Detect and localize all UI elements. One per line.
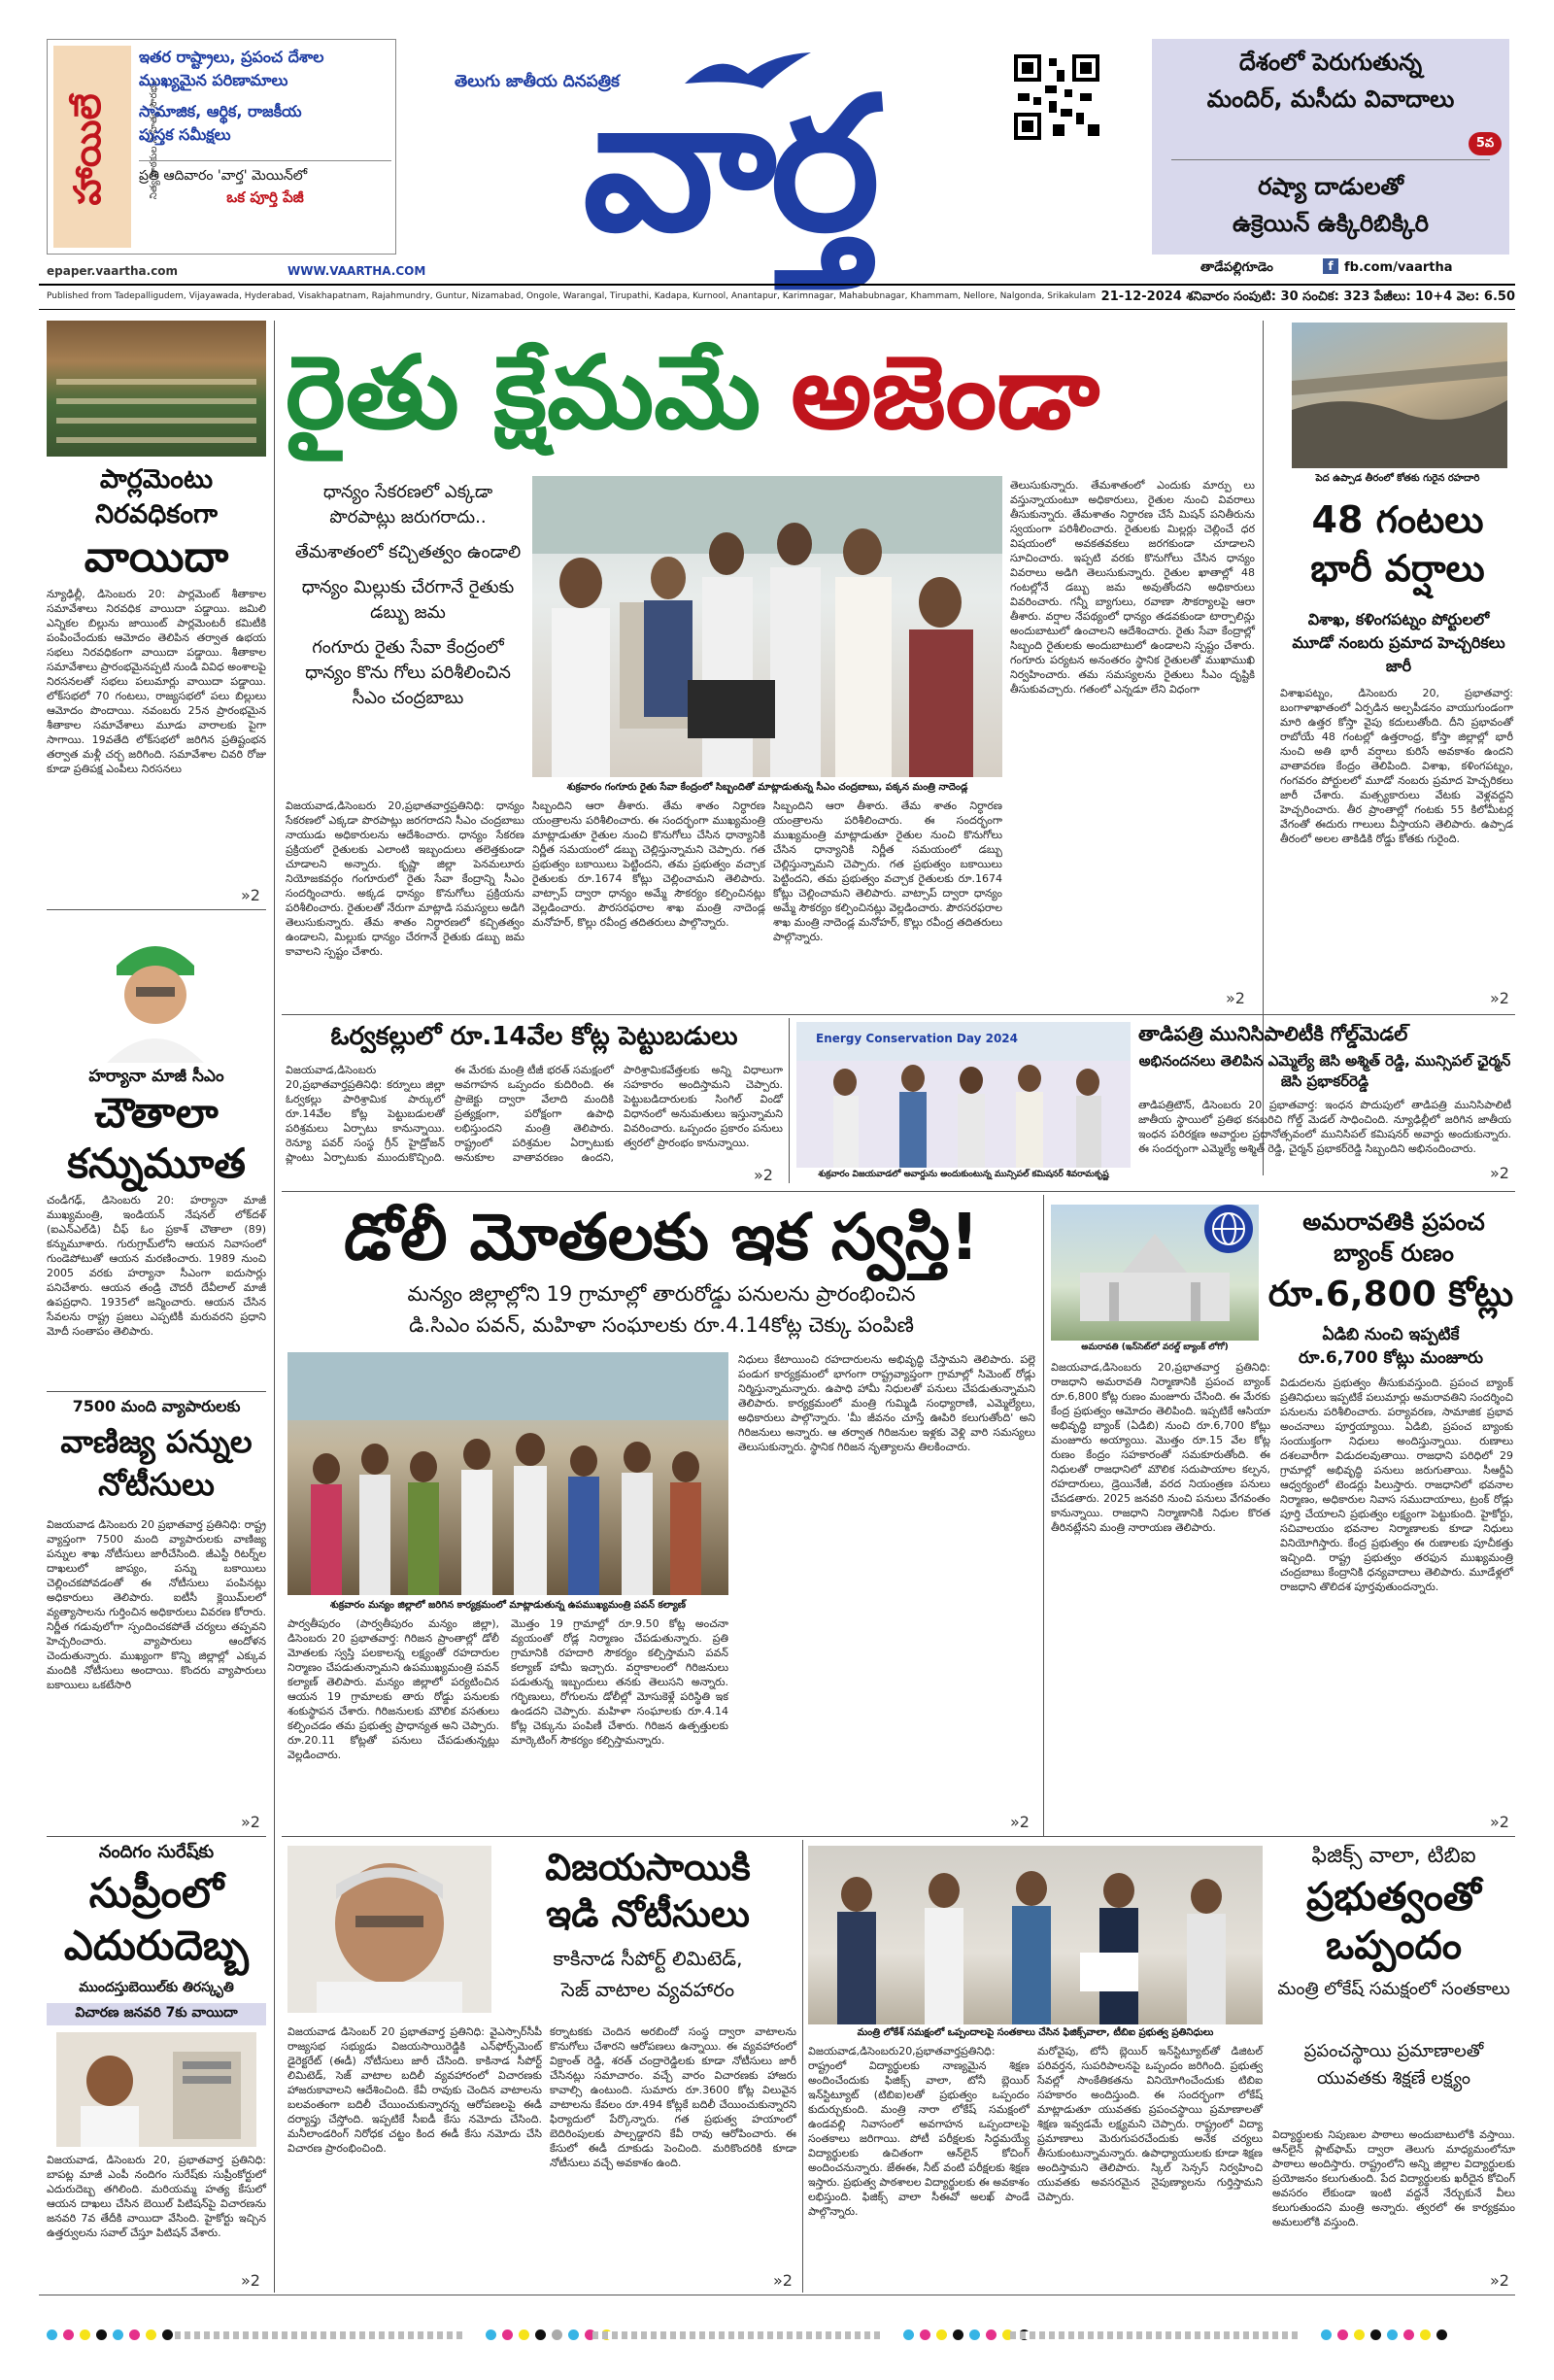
lead-bullets xyxy=(291,480,524,711)
chautala-photo xyxy=(87,917,223,1063)
lead-body-1: విజయవాడ,డిసెంబరు 20,ప్రభాతవార్తప్రతినిధి: ధాన్యం సేకరణలో ఎక్కడా పొరపాట్లు జరగరాదని సీఎం చంద్రబాబు నాయుడు అధికారులను ఆదేశించారు. ధాన్యం సేకరణ ప్రక్రియలో రైతులకు ఎలాంటి ఇబ్బందులు తలెత్తకుండా చూడాలని అన్నారు. కృష్ణా జిల్లా పెనమలూరు నియోజకవర్గం గంగూరులో రైతు సేవా కేంద్రాన్ని సీఎం సందర్శించారు. అక్కడ ధాన్యం కొనుగోలు ప్రక్రియను పరిశీలించారు. రైతులతో నేరుగా మాట్లాడి సమస్యలు అడిగి తెలుసుకున్నారు. తేమ శాతం నిర్ధారణలో కచ్చితత్వం ఉండాలని, మిల్లుకు ధాన్యం చేరగానే రైతుకు డబ్బు జమ కావాలని స్పష్టం చేశారు. xyxy=(286,799,524,958)
lokesh-headline xyxy=(1268,1873,1519,1970)
divider xyxy=(282,1191,1515,1192)
weather-photo xyxy=(1292,323,1507,468)
promo-box-left[interactable] xyxy=(47,39,396,255)
vijayasai-headline xyxy=(499,1844,796,1937)
masthead-rule xyxy=(39,284,1515,286)
continued-marker[interactable] xyxy=(1490,1164,1509,1182)
qr-code-icon[interactable] xyxy=(1010,51,1103,144)
promo-right-line: దేశంలో పెరుగుతున్న xyxy=(1238,49,1423,76)
divider xyxy=(47,1836,266,1837)
investment-body: విజయవాడ,డిసెంబరు 20,ప్రభాతవార్తప్రతినిధి: కర్నూలు జిల్లా ఓర్వకల్లు పారిశ్రామిక పార్కులో రూ.14వేల కోట్ల పెట్టుబడులతో పరిశ్రమలు ఏర్పాటు కానున్నాయి. రెన్యూ పవర్ సంస్థ గ్రీన్ హైడ్రోజన్ ప్లాంటు ఏర్పాటుకు ముందుకొచ్చింది. ఈ మేరకు మంత్రి టీజీ భరత్ సమక్షంలో అవగాహన ఒప్పందం కుదిరింది. ఈ ప్రాజెక్టు ద్వారా వేలాది మందికి ప్రత్యక్షంగా, పరోక్షంగా ఉపాధి లభిస్తుందని మంత్రి తెలిపారు. రాష్ట్రంలో పరిశ్రమల ఏర్పాటుకు అనుకూల వాతావరణం ఉందని, పారిశ్రామికవేత్తలకు అన్ని విధాలుగా సహకారం అందిస్తామని చెప్పారు. పెట్టుబడిదారులకు సింగిల్ విండో విధానంలో అనుమతులు ఇస్తున్నామని వివరించారు. ఒప్పందం ప్రకారం పనులు త్వరలో ప్రారంభం కానున్నాయి. xyxy=(286,1064,783,1164)
lead-body-4: సిబ్బందిని ఆరా తీశారు. తేమ శాతం నిర్ధారణ యంత్రాలను పరిశీలించారు. ఈ సందర్భంగా ముఖ్యమంత్రి మాట్లాడుతూ రైతుల నుంచి కొనుగోలు చేసిన ధాన్యానికి నిర్ణీత సమయంలో డబ్బు చెల్లిస్తున్నామని చెప్పారు. గత ప్రభుత్వం బకాయిలు పెట్టిందని, తమ ప్రభుత్వం వచ్చాక రైతులకు రూ.1674 కోట్లు చెల్లించామని తెలిపారు. వాట్సాప్ ద్వారా ధాన్యం అమ్మే సౌకర్యం కల్పించినట్లు వెల్లడించారు. పౌరసరఫరాల శాఖ మంత్రి నాదెండ్ల మనోహర్, కొల్లు రవీంద్ర తదితరులు పాల్గొన్నారు. xyxy=(773,799,1002,943)
gray-scale-bar xyxy=(1010,2331,1301,2339)
continued-marker[interactable] xyxy=(1226,989,1245,1007)
doli-body-1: పార్వతీపురం (పార్వతీపురం మన్యం జిల్లా), డిసెంబరు 20 ప్రభాతవార్త: గిరిజన ప్రాంతాల్లో డోలీ మోతలకు స్వస్తి పలకాలన్న లక్ష్యంతో రహదారుల నిర్మాణం చేపడుతున్నామని ఉపముఖ్యమంత్రి పవన్ కల్యాణ్ తెలిపారు. మన్యం జిల్లాలో పర్యటించిన ఆయన 19 గ్రామాలకు తారు రోడ్డు పనులకు శంకుస్థాపన చేశారు. గిరిజనులకు మౌలిక వసతులు కల్పించడం తమ ప్రభుత్వ ప్రాధాన్యత అని చెప్పారు. రూ.20.11 కోట్లతో పనులు చేపడుతున్నట్లు వెల్లడించారు. xyxy=(287,1617,499,1761)
epaper-url[interactable]: epaper.vaartha.com xyxy=(47,264,179,278)
promo-vertical-text: హాయిలే xyxy=(66,93,109,206)
gst-headline-line: నోటీసులు xyxy=(98,1466,215,1503)
continued-marker[interactable] xyxy=(1490,2271,1509,2290)
amaravati-sub-2: రూ.6,700 కోట్లు మంజూరు xyxy=(1298,1348,1483,1368)
lead-bullet: ధాన్యం సేకరణలో ఎక్కడా పొరపాట్లు జరుగరాదు.. xyxy=(322,482,493,527)
amaravati-headline-2: బ్యాంక్ రుణం xyxy=(1334,1240,1454,1267)
lokesh-photo xyxy=(808,1846,1263,2024)
vijayasai-headline-line: ఇడి నోటీసులు xyxy=(546,1892,750,1935)
page-ref-badge: 5వ xyxy=(1469,132,1502,155)
weather-body: విశాఖపట్నం, డిసెంబరు 20, ప్రభాతవార్త: బంగాళాఖాతంలో ఏర్పడిన అల్పపీడనం వాయుగుండంగా మారి ఉత్తర కోస్తా వైపు కదులుతోంది. దీని ప్రభావంతో రాబోయే 48 గంటల్లో ఉత్తరాంధ్ర, కోస్తా జిల్లాల్లో భారీ నుంచి అతి భారీ వర్షాలు కురిసే అవకాశం ఉందని వాతావరణ కేంద్రం తెలిపింది. విశాఖ, కళింగపట్నం, గంగవరం పోర్టులలో మూడో నంబరు ప్రమాద హెచ్చరికలు జారీ చేశారు. మత్స్యకారులు వేటకు వెళ్లవద్దని హెచ్చరించారు. తీర ప్రాంతాల్లో గంటకు 55 కిలోమీటర్ల వేగంతో ఈదురు గాలులు వీస్తాయని తెలిపారు. ఉప్పాడ తీరంలో అలల తాకిడికి రోడ్డు కోతకు గురైంది. xyxy=(1280,687,1513,845)
suresh-sub: ముందస్తుబెయిల్‌కు తిరస్కృతి xyxy=(79,1980,234,1995)
chautala-headline-line: చౌతాలా xyxy=(94,1089,219,1137)
lokesh-body-3: విద్యార్థులకు నిపుణుల పాఠాలు అందుబాటులోకి వస్తాయి. ఆన్‌లైన్ ప్లాట్‌ఫామ్ ద్వారా తెలుగు మాధ్యమంలోనూ పాఠాలు అందిస్తారు. రాష్ట్రంలోని అన్ని జిల్లాల విద్యార్థులకు ప్రయోజనం కలుగుతుంది. పేద విద్యార్థులకు ఖరీదైన కోచింగ్ అవసరం లేకుండా ఇంటి వద్దనే నేర్చుకునే వీలు కలుగుతుందని మంత్రి అన్నారు. త్వరలో ఈ కార్యక్రమం అమలులోకి వస్తుంది. xyxy=(1272,2128,1515,2228)
vijayasai-photo xyxy=(287,1846,491,2013)
continued-marker[interactable] xyxy=(241,1813,260,1831)
gst-body: విజయవాడ డిసెంబరు 20 ప్రభాతవార్త ప్రతినిధి: రాష్ట్ర వ్యాప్తంగా 7500 మంది వ్యాపారులకు వాణిజ్య పన్నుల శాఖ నోటీసులు జారీచేసింది. జీఎస్టీ రిటర్న్‌ల దాఖలులో జాప్యం, పన్ను బకాయిలు చెల్లించకపోవడంతో ఈ నోటీసులు పంపినట్లు అధికారులు తెలిపారు. ఐటీసీ క్లెయిమ్‌లలో వ్యత్యాసాలను గుర్తించిన అధికారులు వివరణ కోరారు. నిర్ణీత గడువులోగా స్పందించకపోతే చర్యలు తప్పవని హెచ్చరించారు. వ్యాపారులు ఆందోళన చెందుతున్నారు. ముఖ్యంగా కొన్ని జిల్లాల్లో ఎక్కువ మందికి నోటీసులు అందాయి. కొందరు వ్యాపారులు బకాయిలు ఒకటేసారి xyxy=(47,1518,266,1691)
lead-body-2: సిబ్బందిని ఆరా తీశారు. తేమ శాతం నిర్ధారణ యంత్రాలను పరిశీలించారు. ఈ సందర్భంగా ముఖ్యమంత్రి మాట్లాడుతూ రైతుల నుంచి కొనుగోలు చేసిన ధాన్యానికి నిర్ణీత సమయంలో డబ్బు చెల్లిస్తున్నామని చెప్పారు. గత ప్రభుత్వం బకాయిలు పెట్టిందని, తమ ప్రభుత్వం వచ్చాక రైతులకు రూ.1674 కోట్లు చెల్లించామని తెలిపారు. వాట్సాప్ ద్వారా ధాన్యం అమ్మే సౌకర్యం కల్పించినట్లు వెల్లడించారు. పౌరసరఫరాల శాఖ మంత్రి నాదెండ్ల మనోహర్, కొల్లు రవీంద్ర తదితరులు పాల్గొన్నారు. xyxy=(532,799,765,929)
vijayasai-sub-line: కాకినాడ సీపోర్ట్ లిమిటెడ్, xyxy=(553,1947,743,1970)
lead-bullet: తేమశాతంలో కచ్చితత్వం ఉండాలి xyxy=(294,542,522,562)
continued-marker[interactable] xyxy=(1490,1813,1509,1831)
masthead-logo: వార్త xyxy=(583,57,874,272)
facebook-link[interactable]: fb.com/vaartha xyxy=(1344,260,1453,275)
continued-marker[interactable] xyxy=(1010,1813,1030,1831)
lokesh-headline-line: ప్రభుత్వంతో xyxy=(1306,1875,1481,1920)
promo-line: ఇతర రాష్ట్రాలు, ప్రపంచ దేశాల xyxy=(139,48,324,66)
divider xyxy=(1171,159,1490,160)
website-url[interactable]: WWW.VAARTHA.COM xyxy=(287,264,426,278)
amaravati-body-1: విజయవాడ,డిసెంబరు 20,ప్రభాతవార్త ప్రతినిధి: రాజధాని అమరావతి నిర్మాణానికి ప్రపంచ బ్యాంక్ రూ.6,800 కోట్ల రుణం మంజూరు చేసింది. ఈ మేరకు కేంద్ర ప్రభుత్వం ఆమోదం తెలిపింది. ఇప్పటికే ఆసియా అభివృద్ధి బ్యాంక్ (ఏడిబి) నుంచి రూ.6,700 కోట్లు మంజూరు అయ్యాయి. మొత్తం రూ.15 వేల కోట్ల రుణం కేంద్రం సహకారంతో సమకూరుతోంది. ఈ నిధులతో రాజధానిలో మౌలిక సదుపాయాల కల్పన, రహదారులు, డ్రెయినేజీ, వరద నియంత్రణ పనులు చేపడతారు. 2025 జనవరి నుంచి పనులు వేగవంతం కానున్నాయి. రాజధాని నిర్మాణానికి నిధుల కొరత తీరినట్లేనని మంత్రి నారాయణ తెలిపారు. xyxy=(1051,1361,1270,1534)
parliament-body: న్యూఢిల్లీ, డిసెంబరు 20: పార్లమెంట్ శీతాకాల సమావేశాలు నిరవధిక వాయిదా పడ్డాయి. జమిలి ఎన్నికల బిల్లును జాయింట్ పార్లమెంటరీ కమిటీకి పంపించేందుకు ఆమోదం తెలిపిన తర్వాత ఉభయ సభలు నిరవధికంగా వాయిదా పడ్డాయి. శీతాకాల సమావేశాలు ప్రారంభమైనప్పటి నుండి వివిధ అంశాలపై నిరసనలతో సభలు పలుమార్లు వాయిదా పడ్డాయి. లోక్‌సభలో 70 గంటలు, రాజ్యసభలో పలు బిల్లులు ఆమోదం పొందాయి. నవంబరు 25న ప్రారంభమైన శీతాకాల సమావేశాలు మూడు వారాలకు పైగా సాగాయి. 19వతేది లోక్‌సభలో జరిగిన ప్రతిష్టంభన తర్వాత మళ్లీ చర్చ జరిగింది. సమావేశాల చివరి రోజు కూడా ప్రతిపక్ష ఎంపీలు నిరసనలు xyxy=(47,588,266,775)
promo-line: పుస్తక సమీక్షలు xyxy=(139,125,231,144)
amaravati-amount: రూ.6,800 కోట్లు xyxy=(1267,1275,1514,1314)
chautala-head: హర్యానా మాజీ సీఎం xyxy=(88,1067,224,1086)
column-divider xyxy=(802,1840,803,2293)
suresh-headline-line: ఎదురుదెబ్బ xyxy=(63,1921,250,1969)
tadipatri-photo xyxy=(796,1022,1131,1168)
suresh-head: నందిగం సురేష్‌కు xyxy=(98,1842,215,1862)
tadipatri-sub: అభినందనలు తెలిపిన ఎమ్మెల్యే జెసి అశ్మిత్ రెడ్డి, మున్సిపల్ ఛైర్మన్ జెసి ప్రభాకర్‌రెడ్డి xyxy=(1138,1052,1511,1090)
amaravati-headline-1: అమరావతికి ప్రపంచ xyxy=(1302,1208,1485,1236)
weather-headline xyxy=(1280,495,1515,593)
lokesh-sub-2: ప్రపంచస్థాయి ప్రమాణాలతో యువతకు శిక్షణే లక్ష్యం xyxy=(1303,2041,1484,2089)
promo-right-line: మందిర్, మసీదు వివాదాలు xyxy=(1206,85,1455,113)
masthead xyxy=(0,0,1554,311)
registration-marks-left xyxy=(47,2329,173,2340)
chautala-body: చండీగఢ్, డిసెంబరు 20: హర్యానా మాజీ ముఖ్యమంత్రి, ఇండియన్ నేషనల్ లోక్‌దళ్ (ఐఎన్‌ఎల్‌డి) చీఫ్ ఓం ప్రకాశ్ చౌతాలా (89) కన్నుమూశారు. గురుగ్రామ్‌లోని ఆయన నివాసంలో గుండెపోటుతో ఆయన మరణించారు. 1989 నుంచి 2005 వరకు హర్యానా సీఎంగా ఐదుసార్లు పనిచేశారు. ఆయన తండ్రి చౌదరీ దేవీలాల్ మాజీ ఉపప్రధాని. 1935లో జన్మించారు. ఆయన చేసిన సేవలను రాష్ట్ర ప్రజలు ఎప్పటికీ మరువరని ప్రధాని మోదీ సంతాపం తెలిపారు. xyxy=(47,1194,266,1338)
continued-marker[interactable] xyxy=(241,886,260,904)
vijayasai-sub-line: సెజ్ వాటాల వ్యవహారం xyxy=(560,1978,735,2001)
parliament-headline: వాయిదా xyxy=(84,532,229,582)
world-bank-globe-icon xyxy=(1204,1205,1253,1253)
promo-right-line: ఉక్రెయిన్ ఉక్కిరిబిక్కిరి xyxy=(1232,210,1430,237)
tadipatri-banner: Energy Conservation Day 2024 xyxy=(816,1032,1019,1045)
vijayasai-sub xyxy=(499,1943,796,2005)
amaravati-photo-caption: అమరావతి (ఇన్‌సెట్‌లో వరల్డ్ బ్యాంక్ లోగో) xyxy=(1051,1343,1259,1354)
suresh-sub2: విచారణ జనవరి 7కు వాయిదా xyxy=(47,2003,266,2025)
weather-photo-caption: పెద ఉప్పాడ తీరంలో కోతకు గురైన రహదారి xyxy=(1280,472,1515,486)
registration-marks-right xyxy=(1321,2329,1447,2340)
promo-right-line: రష్యా దాడులతో xyxy=(1258,173,1403,200)
promo-vertical-title xyxy=(53,46,159,248)
lead-body-3: తెలుసుకున్నారు. తేమశాతంలో ఎందుకు మార్పు లు వస్తున్నాయంటూ అధికారులు, రైతుల నుంచి వివరాలు తీసుకున్నారు. తేమశాతం నిర్ధారణ చేసే మిషన్ పనితీరును స్వయంగా పరిశీలించారు. రైతులకు మిల్లర్లు చెల్లించే ధర విషయంలో అవకతవకలు జరగకుండా చూడాలని సూచించారు. ఇప్పటి వరకు కొనుగోలు చేసిన ధాన్యం వివరాలు అడిగి తెలుసుకున్నారు. రైతుల ఖాతాల్లో 48 గంటల్లోనే డబ్బు జమ అవుతోందని అధికారులు వివరించారు. గన్నీ బ్యాగులు, రవాణా సౌకర్యాలపై ఆరా తీశారు. వర్షాల నేపథ్యంలో ధాన్యం తడవకుండా టార్పాలిన్లు అందుబాటులో ఉంచాలని ఆదేశించారు. రైతు సేవా కేంద్రాల్లో సిబ్బంది రైతులకు అందుబాటులో ఉండాలని స్పష్టం చేశారు. గంగూరు పర్యటన అనంతరం స్థానిక రైతులతో ముఖాముఖి నిర్వహించారు. తమ సమస్యలను రైతులు సీఎం దృష్టికి తీసుకువచ్చారు. గతంలో ఎన్నడూ లేని విధంగా xyxy=(1010,479,1255,696)
doli-headline: డోలీ మోతలకు ఇక స్వస్తి! xyxy=(343,1200,980,1275)
weather-headline-line: భారీ వర్షాలు xyxy=(1310,547,1485,590)
lokesh-kicker: ఫిజిక్స్ వాలా, టిబిఐ xyxy=(1311,1844,1476,1868)
lead-headline-red: అజెండా xyxy=(791,333,1100,452)
column-divider xyxy=(789,1018,790,1183)
tadipatri-body: తాడిపత్రిటౌన్, డిసెంబరు 20 ప్రభాతవార్త: ఇంధన పొదుపులో తాడిపత్రి మునిసిపాలిటీ జాతీయ స్థాయిలో ప్రతిభ కనబరిచి గోల్డ్ మెడల్ సాధించింది. న్యూఢిల్లీలో జరిగిన జాతీయ ఇంధన పరిరక్షణ అవార్డుల ప్రదానోత్సవంలో మునిసిపల్ కమిషనర్ అవార్డు అందుకున్నారు. ఈ సందర్భంగా ఎమ్మెల్యే అశ్మిత్ రెడ్డి, చైర్మన్ ప్రభాకర్‌రెడ్డి సిబ్బందిని అభినందించారు. xyxy=(1138,1099,1511,1155)
edition-name: తాడేపల్లిగూడెం xyxy=(1200,260,1273,275)
suresh-headline-line: సుప్రీంలో xyxy=(88,1869,224,1917)
lokesh-body-1: విజయవాడ,డిసెంబరు20,ప్రభాతవార్తప్రతినిధి: రాష్ట్రంలో విద్యార్థులకు నాణ్యమైన శిక్షణ అందించేందుకు ఫిజిక్స్ వాలా, టోనీ బ్లెయిర్ ఇన్‌స్టిట్యూట్ (టిబిఐ)లతో ప్రభుత్వం ఒప్పందం కుదుర్చుకుంది. మంత్రి నారా లోకేష్ సమక్షంలో ఉండవల్లి నివాసంలో అవగాహన ఒప్పందాలపై సంతకాలు జరిగాయి. పోటీ పరీక్షలకు సిద్ధమయ్యే విద్యార్థులకు ఉచితంగా ఆన్‌లైన్ కోచింగ్ అందించనున్నారు. జేఈఈ, నీట్ వంటి పరీక్షలకు శిక్షణ ఇస్తారు. ప్రభుత్వ పాఠశాలల విద్యార్థులకు ఈ అవకాశం లభిస్తుంది. ఫిజిక్స్ వాలా సీఈవో అలఖ్ పాండే పాల్గొన్నారు. xyxy=(808,2045,1030,2218)
column-divider xyxy=(274,321,275,2293)
lokesh-body-2: మరోవైపు, టోనీ బ్లెయిర్ ఇన్‌స్టిట్యూట్‌తో డిజిటల్ పరివర్తన, సుపరిపాలనపై ఒప్పందం జరిగింది. ప్రభుత్వ సేవల్లో సాంకేతికతను వినియోగించేందుకు టిబిఐ సహకారం అందిస్తుంది. ఈ సందర్భంగా లోకేష్ మాట్లాడుతూ యువతకు ప్రపంచస్థాయి ప్రమాణాలతో శిక్షణ ఇవ్వడమే లక్ష్యమని చెప్పారు. రాష్ట్రంలో విద్యా ప్రమాణాలు మెరుగుపరచేందుకు అనేక చర్యలు తీసుకుంటున్నామన్నారు. ఉపాధ్యాయులకు కూడా శిక్షణ అందిస్తామని తెలిపారు. స్కిల్ సెన్సస్ నిర్వహించి యువతకు అవసరమైన నైపుణ్యాలను గుర్తిస్తామని చెప్పారు. xyxy=(1037,2045,1263,2203)
vijayasai-headline-line: విజయసాయికి xyxy=(545,1846,751,1888)
suresh-headline xyxy=(47,1867,266,1972)
promo-line: ప్రతి ఆదివారం 'వార్త' మెయిన్‌లో xyxy=(139,160,391,187)
doli-photo-caption: శుక్రవారం మన్యం జిల్లాలో జరిగిన కార్యక్రమంలో మాట్లాడుతున్న ఉపముఖ్యమంత్రి పవన్ కల్యాణ్ xyxy=(287,1599,728,1613)
doli-body-2: మొత్తం 19 గ్రామాల్లో రూ.9.50 కోట్ల అంచనా వ్యయంతో రోడ్ల నిర్మాణం చేపడుతున్నారు. ప్రతి గ్రామానికి రహదారి సౌకర్యం కల్పిస్తామని పవన్ కల్యాణ్ హామీ ఇచ్చారు. వర్షాకాలంలో గిరిజనులు పడుతున్న ఇబ్బందులు తనకు తెలుసని అన్నారు. గర్భిణులు, రోగులను డోలీల్లో మోసుకెళ్లే పరిస్థితి ఇక ఉండదని చెప్పారు. మహిళా సంఘాలకు రూ.4.14 కోట్ల చెక్కును పంపిణీ చేశారు. గిరిజన ఉత్పత్తులకు మార్కెటింగ్ సౌకర్యం కల్పిస్తామన్నారు. xyxy=(511,1617,728,1747)
dateline: 21-12-2024 శనివారం సంపుటి: 30 సంచిక: 323 పేజీలు: 10+4 వెల: 6.50 xyxy=(1100,289,1515,304)
amaravati-body-2: విడుదలను ప్రభుత్వం తీసుకువస్తుంది. ప్రపంచ బ్యాంక్ ప్రతినిధులు ఇప్పటికే పలుమార్లు అమరావతిని సందర్శించి పనులను పరిశీలించారు. పర్యావరణ, సామాజిక ప్రభావ అంచనాలు పూర్తయ్యాయి. ఏడిబి, ప్రపంచ బ్యాంకు సంయుక్తంగా నిధులు అందిస్తున్నాయి. రుణాలు దశలవారీగా విడుదలవుతాయి. రాజధాని పరిధిలో 29 గ్రామాల్లో అభివృద్ధి పనులు జరుగుతాయి. సీఆర్డీఏ ఆధ్వర్యంలో టెండర్లు పిలుస్తారు. రాజధానిలో భవనాల నిర్మాణం, అధికారుల నివాస సముదాయాలు, ట్రంక్ రోడ్లు పూర్తి చేయాలని ప్రభుత్వం లక్ష్యంగా పెట్టుకుంది. హైకోర్టు, సచివాలయం భవనాల నిర్మాణాలకు కూడా నిధులు వినియోగిస్తారు. కేంద్ర ప్రభుత్వం ఈ రుణాలకు పూచీకత్తు ఇచ్చింది. రాష్ట్ర ప్రభుత్వం తరఫున ముఖ్యమంత్రి చంద్రబాబు కేంద్రానికి ధన్యవాదాలు తెలిపారు. మూడేళ్లలో రాజధాని తొలిదశ పూర్తవుతుందన్నారు. xyxy=(1280,1377,1513,1593)
investment-headline: ఓర్వకల్లులో రూ.14వేల కోట్ల పెట్టుబడులు xyxy=(330,1022,738,1051)
parliament-head-line: నిరవధికంగా xyxy=(95,499,218,529)
weather-headline-line: 48 గంటలు xyxy=(1311,498,1484,541)
column-divider xyxy=(1043,1195,1044,1836)
vijayasai-body-1: విజయవాడ డిసెంబర్ 20 ప్రభాతవార్త ప్రతినిధి: వైఎస్సార్‌సీపీ రాజ్యసభ సభ్యుడు విజయసాయిరెడ్డికి ఎన్‌ఫోర్స్‌మెంట్ డైరెక్టరేట్ (ఈడీ) నోటీసులు జారీ చేసింది. కాకినాడ సీపోర్ట్ లిమిటెడ్, సెజ్ వాటాల బదిలీ వ్యవహారంలో విచారణకు హాజరుకావాలని ఆదేశించింది. కేవీ రావుకు చెందిన వాటాలను బలవంతంగా బదిలీ చేయించుకున్నారన్న ఆరోపణలపై ఈడీ దర్యాప్తు చేస్తోంది. ఇప్పటికే సీఐడీ కేసు నమోదు చేసింది. మనీలాండరింగ్ నిరోధక చట్టం కింద ఈడీ కేసు నమోదు చేసి విచారణ ప్రారంభించింది. xyxy=(287,2025,542,2155)
divider xyxy=(282,1836,1515,1837)
vijayasai-body-2: కర్నాటకకు చెందిన అరబిందో సంస్థ ద్వారా వాటాలను కొనుగోలు చేశారని ఆరోపణలు ఉన్నాయి. ఈ వ్యవహారంలో విక్రాంత్ రెడ్డి, శరత్ చంద్రారెడ్డిలకు కూడా నోటీసులు జారీ చేసినట్లు సమాచారం. వచ్చే వారం విచారణకు హాజరు కావాల్సి ఉంటుంది. సుమారు రూ.3600 కోట్ల విలువైన వాటాలను కేవలం రూ.494 కోట్లకే బదిలీ చేయించుకున్నారని ఫిర్యాదులో పేర్కొన్నారు. గత ప్రభుత్వ హయాంలో బెదిరింపులకు పాల్పడ్డారని కేవీ రావు ఆరోపించారు. ఈ కేసులో ఈడీ దూకుడు పెంచింది. మరికొందరికి కూడా నోటీసులు వచ్చే అవకాశం ఉంది. xyxy=(550,2025,796,2169)
facebook-icon[interactable]: f xyxy=(1323,258,1338,274)
gray-scale-bar xyxy=(175,2331,466,2339)
continued-marker[interactable] xyxy=(1490,989,1509,1007)
tadipatri-photo-caption: శుక్రవారం విజయవాడలో అవార్డును అందుకుంటున్న మున్సిపల్ కమిషనర్ శివరామకృష్ణ xyxy=(796,1170,1131,1181)
lokesh-headline-line: ఒప్పందం xyxy=(1326,1923,1462,1968)
chautala-headline xyxy=(47,1088,266,1189)
amaravati-sub-1: ఏడిబి నుంచి ఇప్పటికే xyxy=(1322,1325,1460,1344)
promo-line: సామాజిక, ఆర్థిక, రాజకీయ xyxy=(139,102,302,120)
lokesh-photo-caption: మంత్రి లోకేశ్ సమక్షంలో ఒప్పందాలపై సంతకాలు చేసిన ఫిజిక్స్‌వాలా, టీబిఐ ప్రభుత్వ ప్రతినిధులు xyxy=(808,2026,1263,2040)
lokesh-sub-1: మంత్రి లోకేష్ సమక్షంలో సంతకాలు xyxy=(1277,1979,1510,1999)
gst-headline-line: వాణిజ్య పన్నుల xyxy=(60,1423,253,1460)
parliament-head xyxy=(47,462,266,583)
lead-bullet: గంగూరు రైతు సేవా కేంద్రంలో ధాన్యం కొను గోలు పరిశీలించిన సీఎం చంద్రబాబు xyxy=(305,637,511,708)
lead-headline-green: రైతు క్షేమమే xyxy=(286,333,761,452)
lead-headline xyxy=(286,324,1257,460)
parliament-photo xyxy=(47,321,266,457)
tagline: తెలుగు జాతీయ దినపత్రిక xyxy=(455,72,620,91)
divider xyxy=(47,1391,266,1392)
lead-bullet: ధాన్యం మిల్లుకు చేరగానే రైతుకు డబ్బు జమ xyxy=(301,577,515,623)
promo-vertical-sub: నిత్య పాఠకుల సాహిత్య సౌరభం xyxy=(149,80,159,200)
gray-scale-bar xyxy=(592,2331,884,2339)
masthead-rule-bottom xyxy=(39,309,1515,310)
lead-photo xyxy=(532,476,1002,777)
suresh-photo xyxy=(56,2032,256,2147)
continued-marker[interactable] xyxy=(241,2271,260,2290)
promo-box-right[interactable] xyxy=(1152,39,1509,255)
doli-sub-2: డి.సిఎం పవన్, మహిళా సంఘాలకు రూ.4.14కోట్ల చెక్కు పంపిణి xyxy=(409,1313,914,1337)
suresh-body: విజయవాడ, డిసెంబరు 20, ప్రభాతవార్త ప్రతినిధి: బాపట్ల మాజీ ఎంపీ నందిగం సురేష్‌కు సుప్రీంకోర్టులో ఎదురుదెబ్బ తగిలింది. మరియమ్మ హత్య కేసులో ఆయన దాఖలు చేసిన బెయిల్ పిటిషన్‌పై విచారణను జనవరి 7వ తేదీకి వాయిదా వేసింది. హైకోర్టు ఇచ్చిన ఉత్తర్వులను సవాల్ చేస్తూ పిటిషన్ వేశారు. xyxy=(47,2154,266,2239)
gst-head: 7500 మంది వ్యాపారులకు xyxy=(72,1397,241,1415)
promo-line: ముఖ్యమైన పరిణామాలు xyxy=(139,71,288,89)
lead-photo-caption: శుక్రవారం గంగూరు రైతు సేవా కేంద్రంలో సిబ్బందితో మాట్లాడుతున్న సీఎం చంద్రబాబు, పక్కన మంత్రి నాదెండ్ల xyxy=(532,781,1002,795)
tadipatri-headline: తాడిపత్రి మునిసిపాలిటీకి గోల్డ్‌మెడల్ xyxy=(1138,1022,1408,1045)
chautala-headline-line: కన్నుమూత xyxy=(67,1139,246,1187)
doli-body-3: నిధులు కేటాయించి రహదారులను అభివృద్ధి చేస్తామని తెలిపారు. పల్లె పండుగ కార్యక్రమంలో భాగంగా రాష్ట్రవ్యాప్తంగా గ్రామాల్లో సిమెంట్ రోడ్లు నిర్మిస్తున్నామన్నారు. ఉపాధి హామీ నిధులతో పనులు చేపడుతున్నామని తెలిపారు. కార్యక్రమంలో మంత్రి గుమ్మిడి సంధ్యారాణి, ఎమ్మెల్యేలు, అధికారులు పాల్గొన్నారు. 'మీ జీవనం చూస్తే ఊపిరి కలుగుతోంది' అని గిరిజనులు అన్నారు. ఆ తర్వాత గిరిజనుల ఇళ్లకు వెళ్లి వారి సమస్యలు తెలుసుకున్నారు. స్థానిక గిరిజన నృత్యాలను తిలకించారు. xyxy=(738,1353,1035,1453)
weather-sub: విశాఖ, కళింగపట్నం పోర్టులలో మూడో నంబరు ప్రమాద హెచ్చరికలు జారీ xyxy=(1292,610,1505,675)
divider xyxy=(47,909,266,910)
doli-photo xyxy=(287,1352,728,1595)
promo-text-block xyxy=(139,46,391,208)
published-from: Published from Tadepalligudem, Vijayawada, Hyderabad, Visakhapatnam, Rajahmundry, Guntur, Nizamabad, Ongole, Warangal, Tirupathi, Kadapa, Kurnool, Anantapur, Karimnagar, Mahabubnagar, Khammam, Nellore, Nalgonda, Srikakulam xyxy=(47,291,1097,301)
doli-sub-1: మన్యం జిల్లాల్లోని 19 గ్రామాల్లో తారురోడ్డు పనులను ప్రారంభించిన xyxy=(407,1282,916,1306)
promo-line: ఒక పూర్తి పేజీ xyxy=(226,188,304,206)
continued-marker[interactable] xyxy=(773,2271,793,2290)
divider xyxy=(282,1014,1515,1015)
gst-headline xyxy=(47,1420,266,1506)
continued-marker[interactable] xyxy=(754,1166,773,1184)
parliament-head-line: పార్లమెంటు xyxy=(99,464,214,494)
